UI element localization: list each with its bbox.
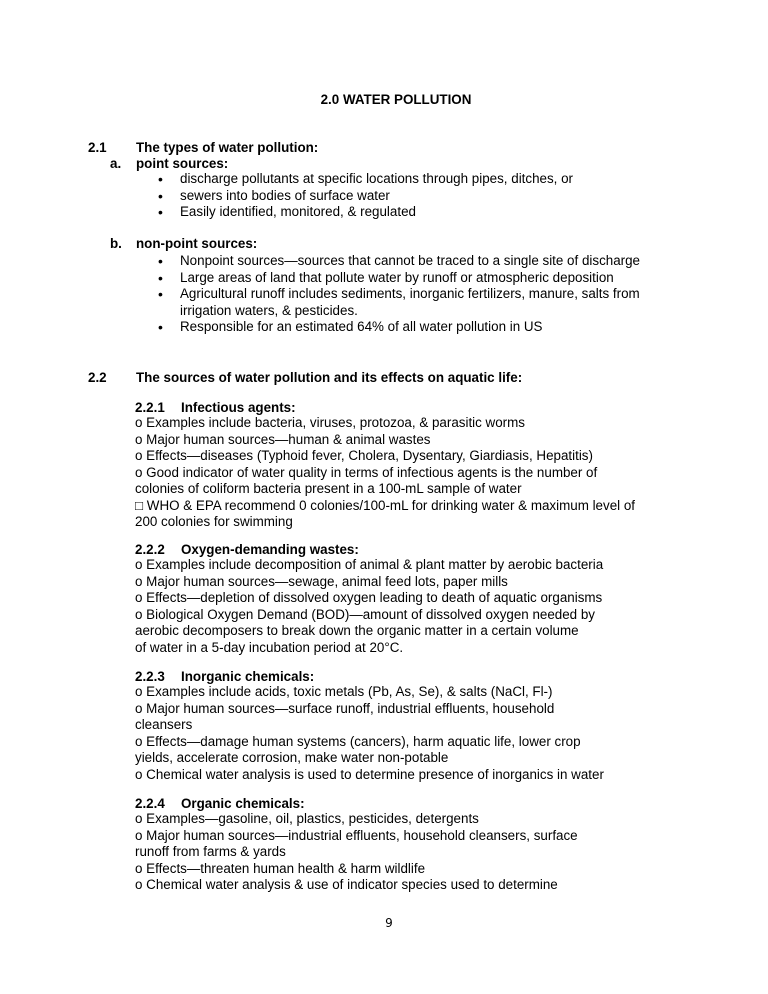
subsection-2-2-3-body — [135, 684, 675, 783]
text-line: o Chemical water analysis & use of indicator species used to determine — [135, 877, 558, 892]
subsection-number: 2.2.1 — [135, 400, 165, 415]
list-item: • sewers into bodies of surface water — [180, 188, 670, 205]
section-2-2-heading — [88, 370, 522, 385]
text-line: o Examples include bacteria, viruses, protozoa, & parasitic worms — [135, 415, 525, 430]
subsection-title: Infectious agents: — [181, 400, 296, 415]
text-line: yields, accelerate corrosion, make water non-potable — [135, 750, 449, 765]
non-point-sources-heading — [110, 236, 257, 251]
subsection-number: 2.2.2 — [135, 542, 165, 557]
text-line: colonies of coliform bacteria present in a 100-mL sample of water — [135, 481, 522, 496]
subheading-text: point sources: — [136, 156, 229, 171]
subsection-2-2-2-heading — [135, 542, 359, 557]
text-line: o Examples—gasoline, oil, plastics, pesticides, detergents — [135, 811, 479, 826]
subsection-2-2-3-heading — [135, 669, 314, 684]
list-item: • discharge pollutants at specific locations through pipes, ditches, or — [180, 171, 670, 188]
text-line: of water in a 5-day incubation period at 20°C. — [135, 639, 404, 655]
text-line: o Examples include acids, toxic metals (Pb, As, Se), & salts (NaCl, Fl-) — [135, 684, 553, 699]
text-line: o Effects—damage human systems (cancers), harm aquatic life, lower crop — [135, 733, 581, 749]
section-2-1-heading — [88, 140, 318, 155]
subsection-2-2-4-heading — [135, 796, 305, 811]
text-line: o Effects—threaten human health & harm wildlife — [135, 860, 426, 876]
text-line: o Biological Oxygen Demand (BOD)—amount of dissolved oxygen needed by — [135, 606, 595, 622]
text-line: o Major human sources—sewage, animal feed lots, paper mills — [135, 573, 508, 589]
subsection-2-2-4-body — [135, 811, 675, 894]
subsection-number: 2.2.4 — [135, 796, 165, 811]
subsection-2-2-2-body — [135, 557, 675, 656]
list-item: • Responsible for an estimated 64% of all water pollution in US — [180, 319, 680, 336]
text-line: o Major human sources—industrial effluents, household cleansers, surface — [135, 827, 578, 843]
section-title: The types of water pollution: — [136, 140, 319, 155]
page-number: 9 — [385, 916, 393, 930]
list-item: • Agricultural runoff includes sediments, inorganic fertilizers, manure, salts from — [180, 286, 680, 303]
list-item: • Easily identified, monitored, & regulated — [180, 204, 670, 221]
text-line: o Chemical water analysis is used to determine presence of inorganics in water — [135, 766, 604, 782]
point-sources-list — [180, 171, 670, 221]
non-point-sources-list — [180, 253, 680, 336]
text-line: □ WHO & EPA recommend 0 colonies/100-mL for drinking water & maximum level of — [135, 497, 636, 513]
subsection-title: Organic chemicals: — [181, 796, 305, 811]
text-line: o Major human sources—human & animal wastes — [135, 431, 431, 447]
text-line: o Effects—diseases (Typhoid fever, Cholera, Dysentary, Giardiasis, Hepatitis) — [135, 448, 593, 463]
text-line: aerobic decomposers to break down the organic matter in a certain volume — [135, 623, 579, 638]
text-line: o Examples include decomposition of animal & plant matter by aerobic bacteria — [135, 557, 604, 572]
text-line: o Major human sources—surface runoff, industrial effluents, household — [135, 700, 555, 716]
list-letter: b. — [110, 236, 122, 251]
text-line: runoff from farms & yards — [135, 844, 286, 859]
subsection-title: Oxygen-demanding wastes: — [181, 542, 359, 557]
text-line: 200 colonies for swimming — [135, 514, 293, 529]
subsection-2-2-1-heading — [135, 400, 296, 415]
section-number: 2.1 — [88, 140, 107, 155]
text-line: o Effects—depletion of dissolved oxygen leading to death of aquatic organisms — [135, 590, 603, 605]
section-title: The sources of water pollution and its effects on aquatic life: — [136, 370, 523, 385]
page-title: 2.0 WATER POLLUTION — [320, 92, 472, 107]
list-item: • Nonpoint sources—sources that cannot be traced to a single site of discharge — [180, 253, 680, 270]
point-sources-heading — [110, 156, 228, 171]
subheading-text: non-point sources: — [136, 236, 258, 251]
text-line: o Good indicator of water quality in terms of infectious agents is the number of — [135, 464, 598, 480]
list-item: • Large areas of land that pollute water by runoff or atmospheric deposition — [180, 270, 680, 287]
text-line: cleansers — [135, 717, 193, 732]
list-letter: a. — [110, 156, 122, 171]
section-number: 2.2 — [88, 370, 107, 385]
subsection-number: 2.2.3 — [135, 669, 165, 684]
subsection-2-2-1-body — [135, 415, 675, 531]
subsection-title: Inorganic chemicals: — [181, 669, 315, 684]
list-item-continued: irrigation waters, & pesticides. — [180, 302, 358, 318]
